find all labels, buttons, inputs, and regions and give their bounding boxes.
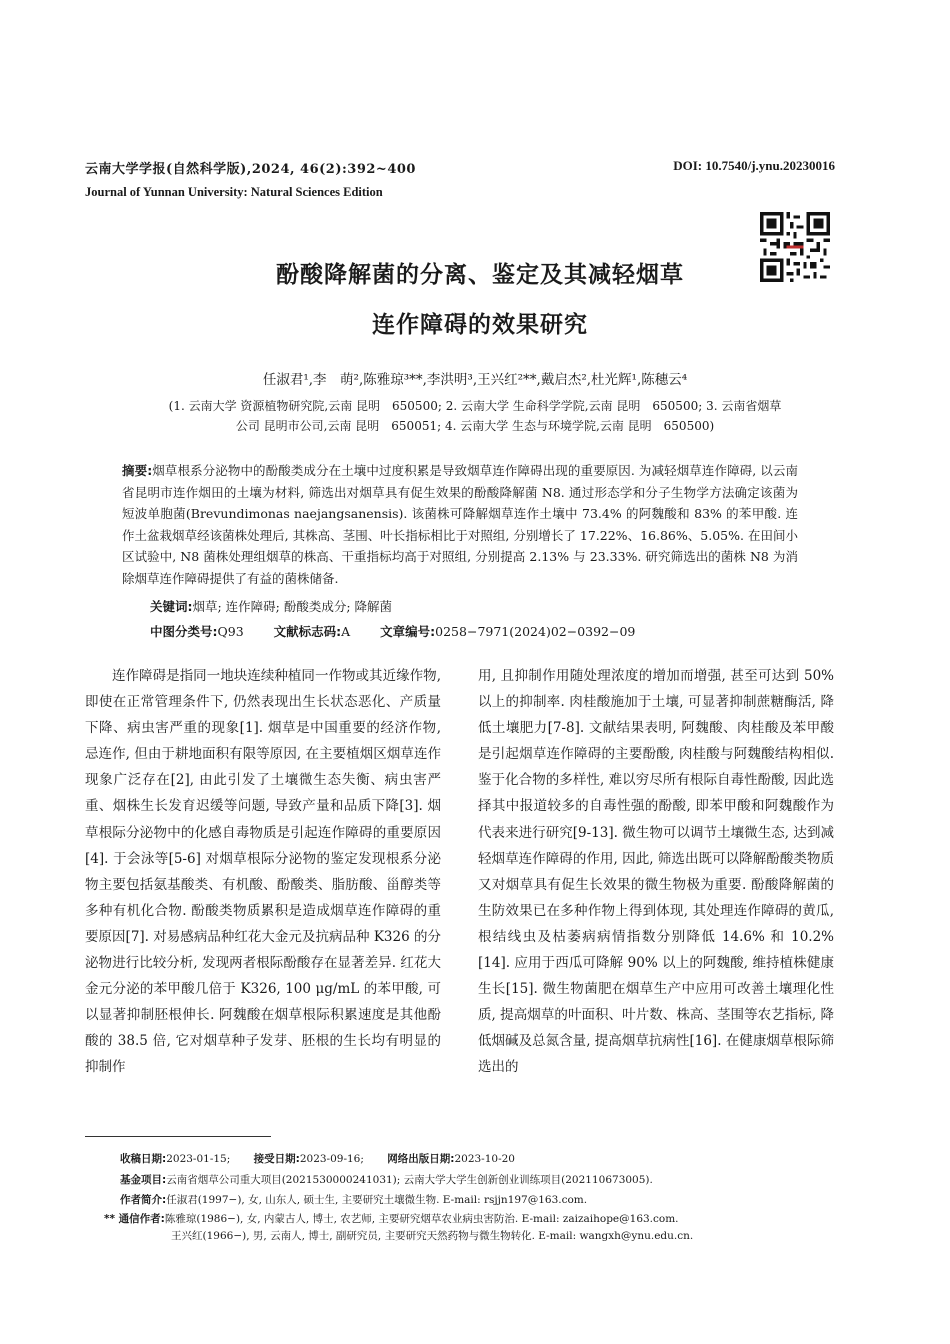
footnote-corresponding (104, 1212, 824, 1227)
abstract-label: 摘要: (122, 463, 153, 478)
classification (150, 622, 661, 640)
corresponding-1: 陈雅琼(1986−), 女, 内蒙古人, 博士, 农艺师, 主要研究烟草农业病虫害防治. E-mail: zaizaihope@163.com. (164, 1213, 679, 1225)
article-no-value: 0258−7971(2024)02−0392−09 (435, 624, 636, 639)
online-label: 网络出版日期: (387, 1153, 455, 1165)
clc-value: Q93 (217, 624, 244, 639)
received-date: 2023-01-15; (166, 1153, 231, 1165)
title-line-2: 连作障碍的效果研究 (372, 312, 588, 338)
article-no-label: 文章编号: (380, 624, 436, 639)
journal-cn: 云南大学学报(自然科学版),2024, 46(2):392~400 (85, 162, 416, 177)
keywords (150, 597, 392, 615)
fund-label: 基金项目: (120, 1174, 167, 1186)
affiliations-line-2: 公司 昆明市公司,云南 昆明 650051; 4. 云南大学 生态与环境学院,云南 昆明 650500) (235, 419, 715, 433)
footnote-author (120, 1193, 840, 1208)
abstract (122, 460, 798, 589)
keywords-label: 关键词: (150, 599, 193, 614)
authors: 任淑君¹,李 萌²,陈雅琼³**,李洪明³,王兴红²**,戴启杰²,杜光辉¹,陈穗云⁴ (262, 372, 688, 388)
accepted-date: 2023-09-16; (299, 1153, 364, 1165)
doc-label: 文献标志码: (273, 624, 342, 639)
author-bio-text: 任淑君(1997−), 女, 山东人, 硕士生, 主要研究土壤微生物. E-mail: rsjjn197@163.com. (166, 1194, 588, 1206)
keywords-text: 烟草; 连作障碍; 酚酸类成分; 降解菌 (192, 599, 393, 614)
clc-label: 中图分类号: (150, 624, 218, 639)
footnote-divider (85, 1136, 271, 1137)
corresponding-label: ** 通信作者: (104, 1213, 165, 1225)
body-column-left: 连作障碍是指同一地块连续种植同一作物或其近缘作物, 即使在正常管理条件下, 仍然表现出生长状态恶化、产质量下降、病虫害严重的现象[1]. 烟草是中国重要的经济作物, 忌连作, 但由于耕地面积有限等原因, 在主要植烟区烟草连作现象广泛存在[2], 由此引发了土壤微生态失衡、病虫害严重、烟株生长发育迟缓等问题, 导致产量和品质下降[3]. 烟草根际分泌物中的化感自毒物质是引起连作障碍的重要原因[4]. 于会泳等[5-6] 对烟草根际分泌物的鉴定发现根系分泌物主要包括氨基酸类、有机酸、酚酸类、脂肪酸、甾醇类等多种有机化合物. 酚酸类物质累积是造成烟草连作障碍的重要原因[7]. 对易感病品种红花大金元及抗病品种 K326 的分泌物进行比较分析, 发现两者根际酚酸存在显著差异. 红花大金元分泌的苯甲酸几倍于 K326, 100 μg/mL 的苯甲酸, 可以显著抑制胚根伸长. 阿魏酸在烟草根际积累速度是其他酚酸的 38.5 倍, 它对烟草种子发芽、胚根的生长均有明显的抑制作 (85, 668, 441, 1076)
doi: DOI: 10.7540/j.ynu.20230016 (673, 158, 835, 173)
doc-value: A (341, 624, 351, 639)
affiliations-line-1: (1. 云南大学 资源植物研究院,云南 昆明 650500; 2. 云南大学 生命科学学院,云南 昆明 650500; 3. 云南省烟草 (168, 399, 782, 413)
online-date: 2023-10-20 (454, 1153, 515, 1165)
footnote-dates (120, 1152, 840, 1167)
fund-text: 云南省烟草公司重大项目(2021530000241031); 云南大学大学生创新创业训练项目(202110673005). (166, 1174, 653, 1186)
journal-en: Journal of Yunnan University: Natural Sciences Edition (85, 185, 383, 199)
received-label: 收稿日期: (120, 1153, 167, 1165)
abstract-text: 烟草根系分泌物中的酚酸类成分在土壤中过度积累是导致烟草连作障碍出现的重要原因. 为减轻烟草连作障碍, 以云南省昆明市连作烟田的土壤为材料, 筛选出对烟草具有促生效果的酚酸降解菌 N8. 通过形态学和分子生物学方法确定该菌为短波单胞菌(Brevundimonas naejangsanensis). 该菌株可降解烟草连作土壤中 73.4% 的阿魏酸和 83% 的苯甲酸. 连作土盆栽烟草经该菌株处理后, 其株高、茎围、叶长指标相比于对照组, 分别增长了 17.22%、16.86%、5.05%. 在田间小区试验中, N8 菌株处理组烟草的株高、干重指标均高于对照组, 分别提高 2.13% 与 23.33%. 研究筛选出的菌株 N8 为消除烟草连作障碍提供了有益的菌株储备. (122, 463, 798, 586)
title-line-1: 酚酸降解菌的分离、鉴定及其减轻烟草 (276, 262, 684, 288)
footnote-corresponding-2: 王兴红(1966−), 男, 云南人, 博士, 副研究员, 主要研究天然药物与微生物转化. E-mail: wangxh@ynu.edu.cn. (171, 1230, 694, 1242)
body-column-right: 用, 且抑制作用随处理浓度的增加而增强, 甚至可达到 50% 以上的抑制率. 肉桂酸施加于土壤, 可显著抑制蔗糖酶活, 降低土壤肥力[7-8]. 文献结果表明, 阿魏酸、肉桂酸及苯甲酸是引起烟草连作障碍的主要酚酸, 肉桂酸与阿魏酸结构相似. 鉴于化合物的多样性, 难以穷尽所有根际自毒性酚酸, 因此选择其中报道较多的自毒性强的酚酸, 即苯甲酸和阿魏酸作为代表来进行研究[9-13]. 微生物可以调节土壤微生态, 达到减轻烟草连作障碍的作用, 因此, 筛选出既可以降解酚酸类物质又对烟草具有促生长效果的微生物极为重要. 酚酸降解菌的生防效果已在多种作物上得到体现, 其处理连作障碍的黄瓜, 根结线虫及枯萎病病情指数分别降低 14.6% 和 10.2%[14]. 应用于西瓜可降解 90% 以上的阿魏酸, 维持植株健康生长[15]. 微生物菌肥在烟草生产中应用可改善土壤理化性质, 提高烟草的叶面积、叶片数、株高、茎围等农艺指标, 降低烟碱及总氮含量, 提高烟草抗病性[16]. 在健康烟草根际筛选出的 (478, 668, 834, 1076)
author-bio-label: 作者简介: (120, 1194, 167, 1206)
footnote-fund (120, 1173, 840, 1188)
accepted-label: 接受日期: (253, 1153, 300, 1165)
